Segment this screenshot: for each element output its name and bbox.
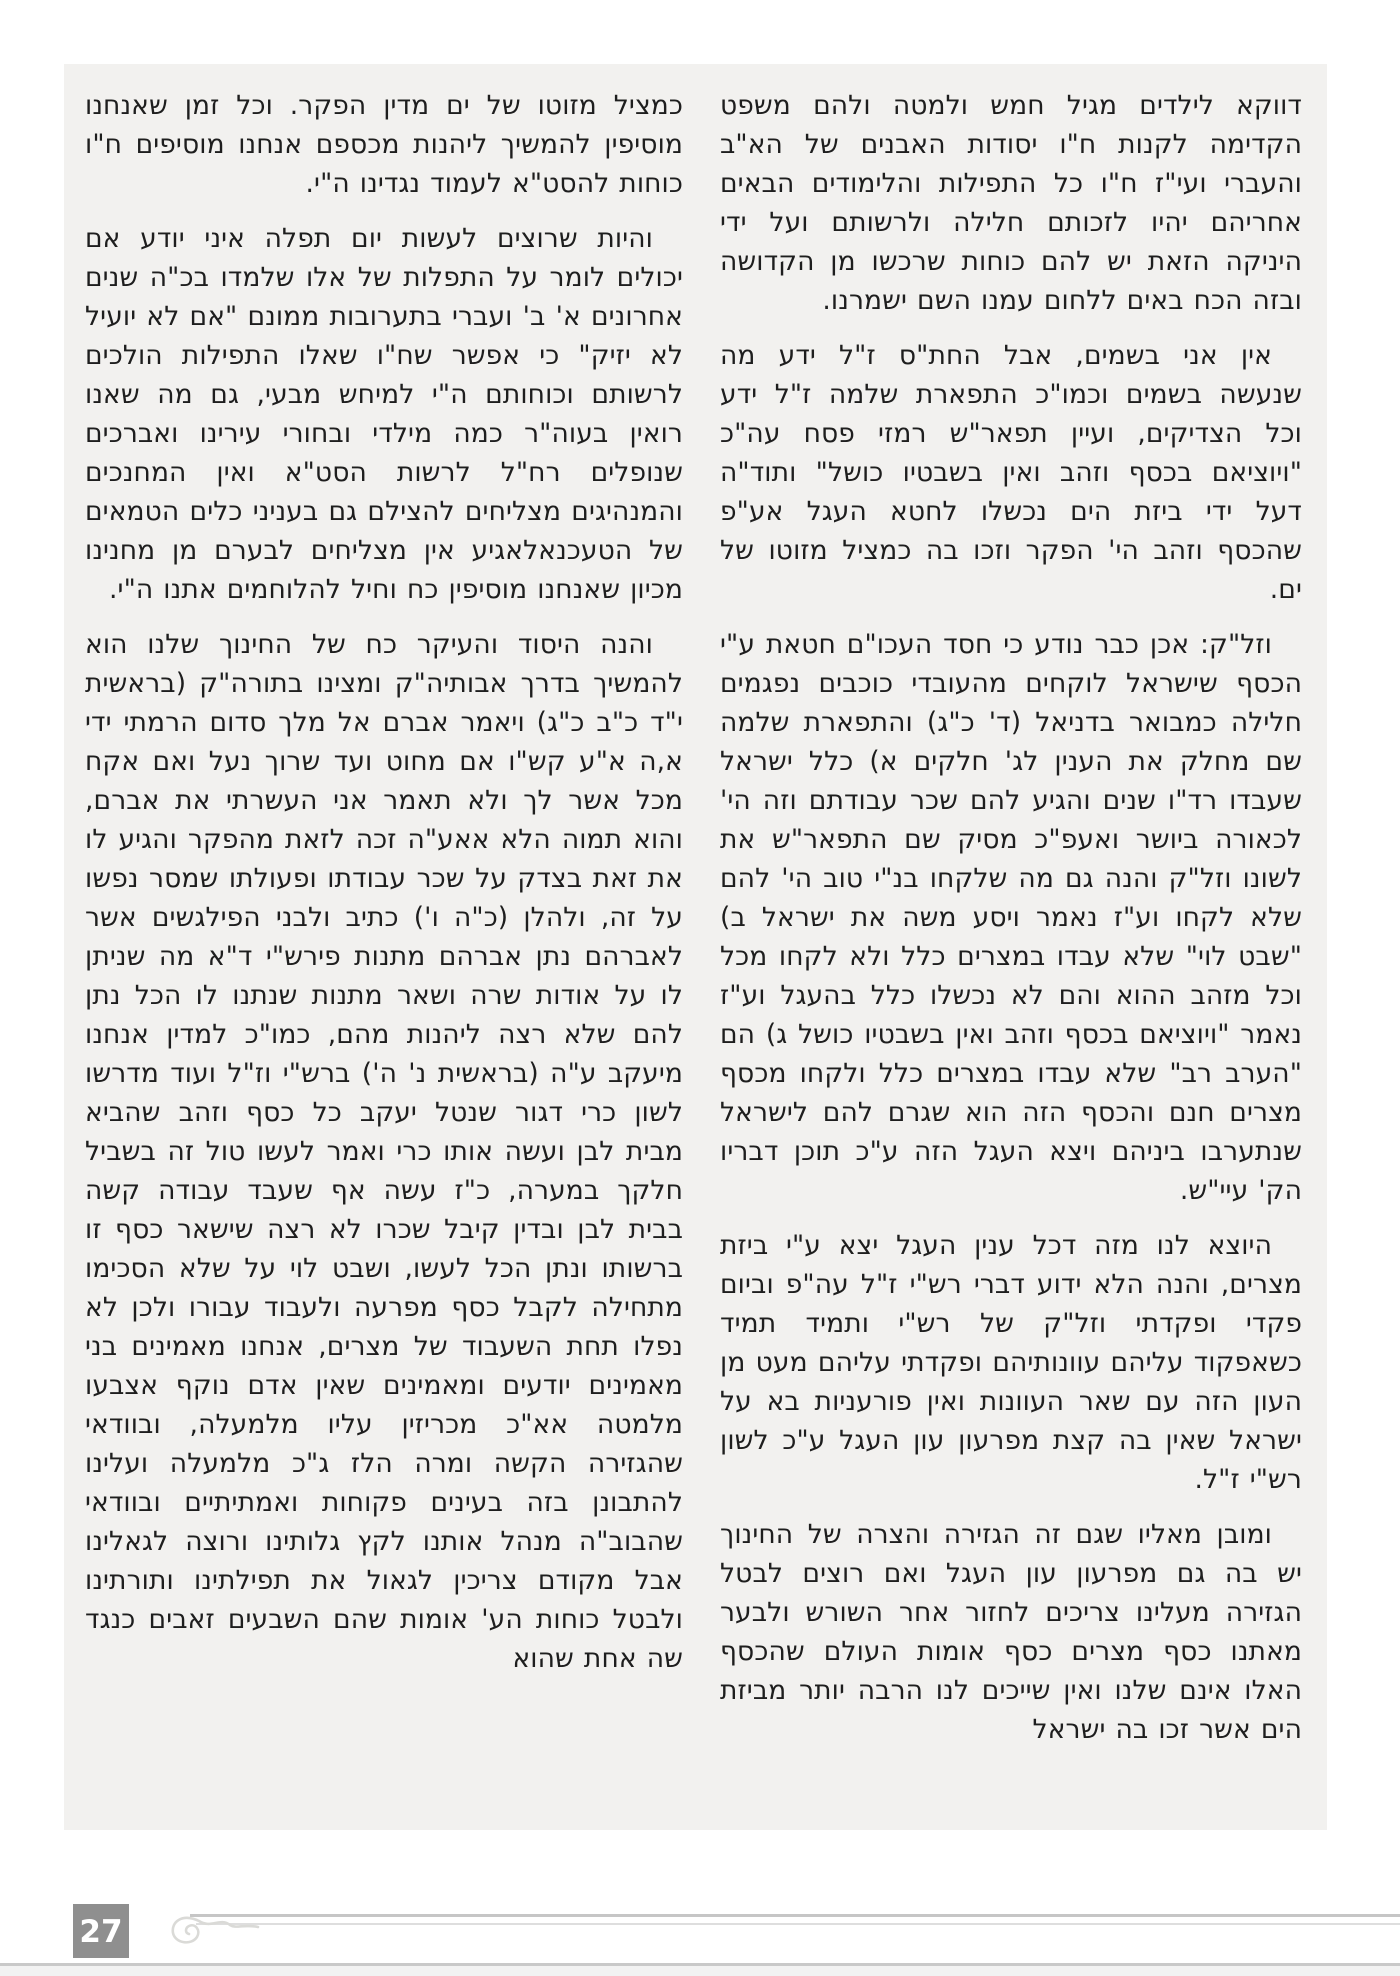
paragraph: והיות שרוצים לעשות יום תפלה איני יודע אם יכולים לומר על התפלות של אלו שלמדו בכ"ה שנים אחרונים א' ב' ועברי בתערובות ממונם "אם לא יועיל לא יזיק" כי אפשר שח"ו שאלו התפילות הולכים לרשותם וכוחותם ה"י למיחש מבעי, גם מה שאנו רואין בעוה"ר כמה מילדי ובחורי עירינו ואברכים שנופלים רח"ל לרשות הסט"א ואין המחנכים והמנהיגים מצליחים להצילם גם בעניני כלים הטמאים של הטעכנאלאגיע אין מצליחים לבערם מן מחנינו מכיון שאנחנו מוסיפין כח וחיל להלוחמים אתנו ה"י. — [85, 223, 683, 605]
paragraph: וזל"ק: אכן כבר נודע כי חסד העכו"ם חטאת ע"י הכסף שישראל לוקחים מהעובדי כוכבים נפגמים חלילה כמבואר בדניאל (ד' כ"ג) והתפארת שלמה שם מחלק את הענין לג' חלקים א) כלל ישראל שעבדו רד"ו שנים והגיע להם שכר עבודתם וזה הי' לכאורה ביושר ואעפ"כ מסיק שם התפאר"ש את לשונו וזל"ק והנה גם מה שלקחו בנ"י טוב הי' להם שלא לקחו וע"ז נאמר ויסע משה את ישראל ב) "שבט לוי" שלא עבדו במצרים כלל ולא לקחו מכל וכל מזהב ההוא והם לא נכשלו כלל בהעגל וע"ז נאמר "ויוציאם בכסף וזהב ואין בשבטיו כושל ג) הם "הערב רב" שלא עבדו במצרים כלל ולקחו מכסף מצרים חנם והכסף הזה הוא שגרם להם לישראל שנתערבו ביניהם ויצא העגל הזה ע"כ תוכן דבריו הק' עיי"ש. — [720, 629, 1302, 1206]
text-columns — [85, 86, 1302, 1812]
text-column-right — [720, 86, 1302, 1812]
flourish-ornament-icon — [168, 1912, 260, 1948]
paragraph: ומובן מאליו שגם זה הגזירה והצרה של החינוך יש בה גם מפרעון עון העגל ואם רוצים לבטל הגזירה מעלינו צריכים לחזור אחר השורש ולבער מאתנו כסף מצרים כסף אומות העולם שהכסף האלו אינם שלנו ואין שייכים לנו הרבה יותר מביזת הים אשר זכו בה ישראל — [720, 1519, 1302, 1745]
footer-rule-bottom — [196, 1923, 1400, 1925]
page-number-badge: 27 — [73, 1904, 129, 1958]
page-content-panel — [64, 64, 1327, 1830]
paragraph: כמציל מזוטו של ים מדין הפקר. וכל זמן שאנחנו מוסיפין להמשיך ליהנות מכספם אנחנו מוסיפים ח"ו כוחות להסט"א לעמוד נגדינו ה"י. — [85, 90, 683, 199]
footer-rule-top — [190, 1914, 1400, 1917]
paragraph: אין אני בשמים, אבל החת"ס ז"ל ידע מה שנעשה בשמים וכמו"כ התפארת שלמה ז"ל ידע וכל הצדיקים, ועיין תפאר"ש רמזי פסח עה"כ "ויוציאם בכסף וזהב ואין בשבטיו כושל" ותוד"ה דעל ידי ביזת הים נכשלו לחטא העגל אע"פ שהכסף וזהב הי' הפקר וזכו בה כמציל מזוטו של ים. — [720, 340, 1302, 605]
page-bottom-strip — [0, 1966, 1400, 1976]
paragraph: היוצא לנו מזה דכל ענין העגל יצא ע"י ביזת מצרים, והנה הלא ידוע דברי רש"י ז"ל עה"פ וביום פקדי ופקדתי וזל"ק של רש"י ותמיד תמיד כשאפקוד עליהם עוונותיהם ופקדתי עליהם מעט מן העון הזה עם שאר העוונות ואין פורעניות בא על ישראל שאין בה קצת מפרעון עון העגל ע"כ לשון רש"י ז"ל. — [720, 1230, 1302, 1495]
text-column-left — [85, 86, 683, 1812]
paragraph: והנה היסוד והעיקר כח של החינוך שלנו הוא להמשיך בדרך אבותיה"ק ומצינו בתורה"ק (בראשית י"ד כ"ב כ"ג) ויאמר אברם אל מלך סדום הרמתי ידי א,ה א"ע קש"ו אם מחוט ועד שרוך נעל ואם אקח מכל אשר לך ולא תאמר אני העשרתי את אברם, והוא תמוה הלא אאע"ה זכה לזאת מהפקר והגיע לו את זאת בצדק על שכר עבודתו ופעולתו שמסר נפשו על זה, ולהלן (כ"ה ו') כתיב ולבני הפילגשים אשר לאברהם נתן אברהם מתנות פירש"י ד"א מה שניתן לו על אודות שרה ושאר מתנות שנתנו לו הכל נתן להם שלא רצה ליהנות מהם, כמו"כ למדין אנחנו מיעקב ע"ה (בראשית נ' ה') ברש"י וז"ל ועוד מדרשו לשון כרי דגור שנטל יעקב כל כסף וזהב שהביא מבית לבן ועשה אותו כרי ואמר לעשו טול זה בשביל חלקך במערה, כ"ז עשה אף שעבד עבודה קשה בבית לבן ובדין קיבל שכרו לא רצה שישאר כסף זו ברשותו ונתן הכל לעשו, ושבט לוי על שלא הסכימו מתחילה לקבל כסף מפרעה ולעבוד עבורו ולכן לא נפלו תחת השעבוד של מצרים, אנחנו מאמינים בני מאמינים יודעים ומאמינים שאין אדם נוקף אצבעו מלמטה אא"כ מכריזין עליו מלמעלה, ובוודאי שהגזירה הקשה ומרה הלז ג"כ מלמעלה ועלינו להתבונן בזה בעינים פקוחות ואמתיתיים ובוודאי שהבוב"ה מנהל אותנו לקץ גלותינו ורוצה לגאלינו אבל מקודם צריכין לגאול את תפילתינו ותורתינו ולבטל כוחות הע' אומות שהם השבעים זאבים כנגד שה אחת שהוא — [85, 629, 683, 1674]
paragraph: דווקא לילדים מגיל חמש ולמטה ולהם משפט הקדימה לקנות ח"ו יסודות האבנים של הא"ב והעברי ועי"ז ח"ו כל התפילות והלימודים הבאים אחריהם יהיו לזכותם חלילה ולרשותם ועל ידי היניקה הזאת יש להם כוחות שרכשו מן הקדושה ובזה הכח באים ללחום עמנו השם ישמרנו. — [720, 90, 1302, 316]
